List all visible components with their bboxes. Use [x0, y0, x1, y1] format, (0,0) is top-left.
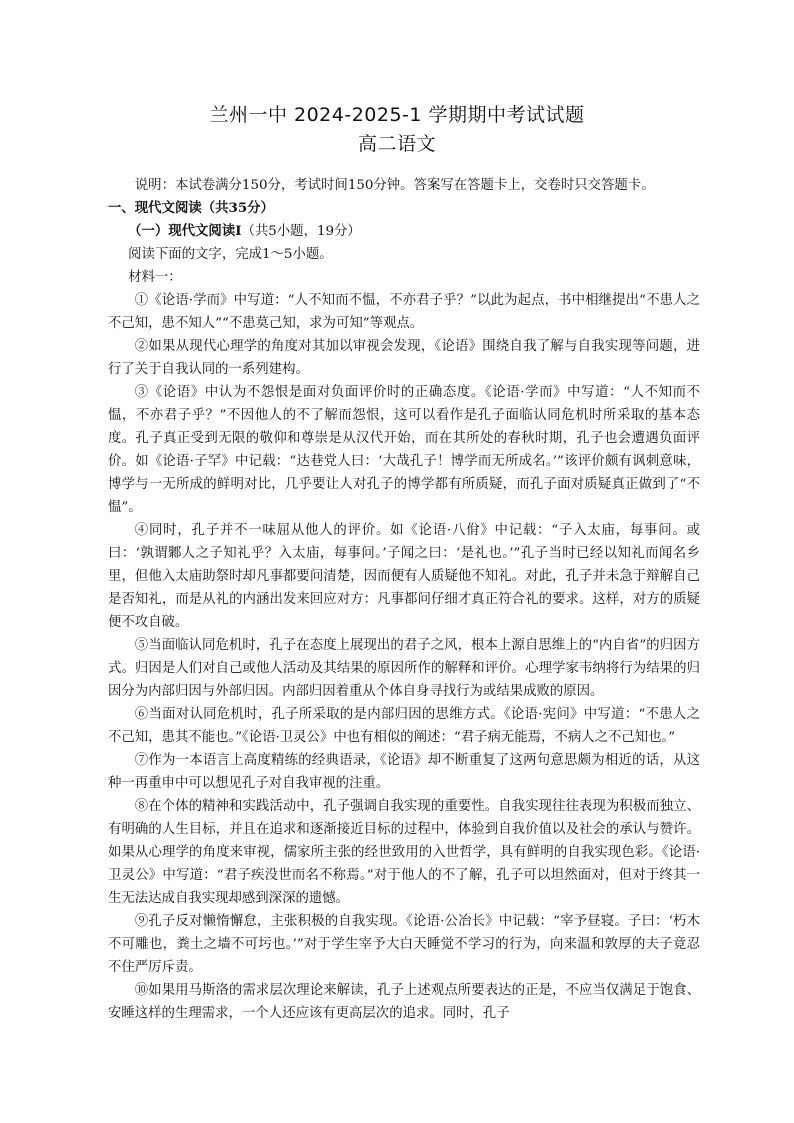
- subsection-title: （一）现代文阅读Ⅰ: [128, 223, 242, 239]
- paragraph-10: ⑩如果用马斯洛的需求层次理论来解读，孔子上述观点所要表达的正是，不应当仅满足于饱食、安睡这样的生理需求，一个人还应该有更高层次的追求。同时，孔子: [108, 983, 700, 1021]
- exam-title: 兰州一中 2024-2025-1 学期期中考试试题: [209, 104, 585, 126]
- paragraph-5: ⑤当面临认同危机时，孔子在态度上展现出的君子之风，根本上源自思维上的“内自省”的归因方式。归因是人们对自己或他人活动及其结果的原因所作的解释和评价。心理学家韦纳将行为结果的归因分为内部归因与外部归因。内部归因着重从个体自身寻找行为或结果成败的原因。: [108, 638, 700, 699]
- paragraph-1: ①《论语·学而》中写道：“人不知而不愠，不亦君子乎？”以此为起点，书中相继提出“不患人之不己知，患不知人”“不患莫己知，求为可知”等观点。: [108, 293, 700, 331]
- paragraph-2: ②如果从现代心理学的角度对其加以审视会发现，《论语》围绕自我了解与自我实现等问题，进行了关于自我认同的一系列建构。: [108, 339, 700, 377]
- section-heading: 一、现代文阅读（共35分）: [108, 200, 274, 216]
- paragraph-6: ⑥当面对认同危机时，孔子所采取的是内部归因的思维方式。《论语·宪问》中写道：“不患人之不己知，患其不能也。”《论语·卫灵公》中也有相似的阐述：“君子病无能焉，不病人之不己知也。”: [108, 707, 700, 745]
- exam-subtitle: 高二语文: [357, 133, 436, 155]
- paragraph-4: ④同时，孔子并不一味屈从他人的评价。如《论语·八佾》中记载：“子入太庙，每事问。或曰：‘孰谓鄹人之子知礼乎？入太庙，每事问。’子闻之曰：‘是礼也。’”孔子当时已经以知礼而闻名乡里，但他入太庙助祭时却凡事都要问清楚，因而便有人质疑他不知礼。对此，孔子并未急于辩解自己是否知礼，而是从礼的内涵出发来回应对方：凡事都问仔细才真正符合礼的要求。这样，对方的质疑便不攻自破。: [108, 523, 700, 630]
- paragraph-8: ⑧在个体的精神和实践活动中，孔子强调自我实现的重要性。自我实现往往表现为积极而独立、有明确的人生目标，并且在追求和逐渐接近目标的过程中，体验到自我价值以及社会的承认与赞许。如果从心理学的角度来审视，儒家所主张的经世致用的入世哲学，具有鲜明的自我实现色彩。《论语·卫灵公》中写道：“君子疾没世而名不称焉。”对于他人的不了解，孔子可以坦然面对，但对于终其一生无法达成自我实现却感到深深的遗憾。: [108, 799, 700, 906]
- exam-instructions: 说明：本试卷满分150分，考试时间150分钟。答案写在答题卡上，交卷时只交答题卡。: [134, 178, 655, 193]
- paragraph-3: ③《论语》中认为不怨恨是面对负面评价时的正确态度。《论语·学而》中写道：“人不知而不愠，不亦君子乎？”不因他人的不了解而怨恨，这可以看作是孔子面临认同危机时所采取的基本态度。孔子真正受到无限的敬仰和尊崇是从汉代开始，而在其所处的春秋时期，孔子也会遭遇负面评价。如《论语·子罕》中记载：“达巷党人曰：‘大哉孔子！博学而无所成名。’”该评价颇有讽刺意味，博学与一无所成的鲜明对比，几乎要让人对孔子的博学都有所质疑，而孔子面对质疑真正做到了“不愠”。: [108, 385, 700, 515]
- reading-instruction: 阅读下面的文字，完成1～5小题。: [128, 247, 333, 262]
- subsection-heading: [108, 220, 700, 243]
- subsection-points: （共5小题，19分）: [241, 224, 361, 239]
- material-label: 材料一：: [128, 270, 182, 285]
- document-body: [108, 174, 700, 1025]
- paragraph-7: ⑦作为一本语言上高度精练的经典语录，《论语》却不断重复了这两句意思颇为相近的话，从这种一再重申中可以想见孔子对自我审视的注重。: [108, 753, 700, 791]
- paragraph-9: ⑨孔子反对懒惰懈怠，主张积极的自我实现。《论语·公冶长》中记载：“宰予昼寝。子曰：‘朽木不可雕也，粪土之墙不可圬也。’”对于学生宰予大白天睡觉不学习的行为，向来温和敦厚的夫子竟忍不住严厉斥责。: [108, 914, 700, 975]
